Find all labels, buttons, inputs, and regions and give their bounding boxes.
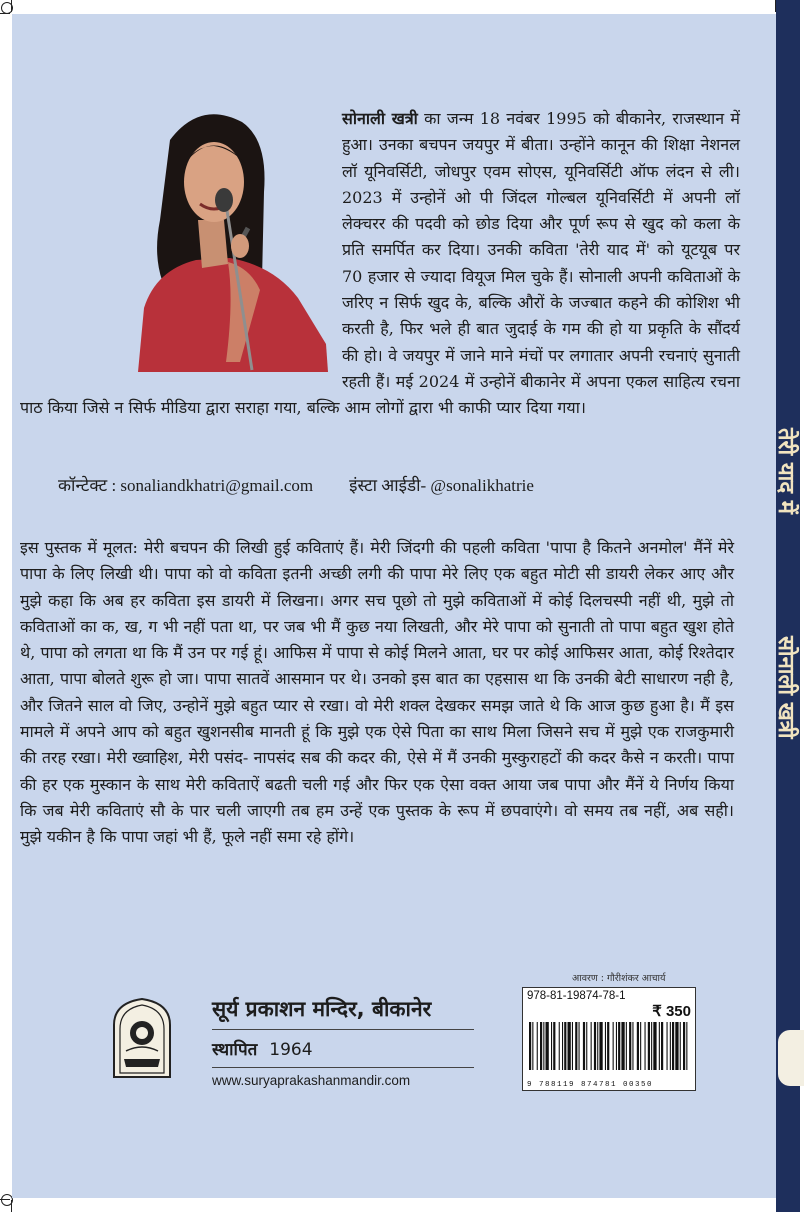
- barcode-bar: [605, 1022, 606, 1070]
- barcode-bar: [553, 1022, 555, 1070]
- barcode-bar: [648, 1022, 650, 1070]
- registration-mark-icon: [1, 2, 13, 14]
- cover-credit: आवरण : गौरीशंकर आचार्य: [572, 973, 666, 984]
- barcode-bar: [629, 1022, 631, 1070]
- divider: [212, 1029, 474, 1030]
- bio-text: का जन्म 18 नवंबर 1995 को बीकानेर, राजस्थान में हुआ। उनका बचपन जयपुर में बीता। उन्होंने कानून की शिक्षा नेशनल लॉ यूनिवर्सिटी, जोधपुर एवम सोएस, यूनिवर्सिटी ऑफ लंदन से ली। 2023 में उन्होनें ओ पी जिंदल गोल्बल यूनिवर्सिटी में अपनी लॉ लेक्चरर की पदवी को छोड दिया और पूर्ण रूप से खुद को कला के प्रति समर्पित कर दिया। उनकी कविता 'तेरी याद में' को यूटयूब पर 70 हजार से ज्यादा वियूज मिल चुके हैं। सोनाली अपनी कविताओं के जरिए न सिर्फ खुद के, बल्कि औरों के जज्बात कहने की कोशिश भी करती है, फिर भले ही बात जुदाई के गम की हो या प्रकृति के सौंदर्य की हो। वे जयपुर में जाने माने मंचों पर लगातार अपनी रचनाएं सुनाती रहती हैं। मई 2024 में उन्होनें बीकानेर में अपना एकल साहित्य रचना पाठ किया जिसे न सिर्फ मीडिया द्वारा सराहा गया, बल्कि आम लोगों द्वारा भी काफी प्यार दिया गया।: [20, 109, 740, 418]
- barcode-bar: [564, 1022, 566, 1070]
- spine-author: सोनाली खत्री: [773, 636, 798, 739]
- isbn-number: 978-81-19874-78-1: [527, 990, 626, 1002]
- established-year: 1964: [269, 1040, 313, 1060]
- barcode-bar: [594, 1022, 596, 1070]
- author-bio: [20, 106, 740, 422]
- barcode-bar: [670, 1022, 671, 1070]
- barcode-bar: [659, 1022, 660, 1070]
- price-label: ₹ 350: [652, 1003, 691, 1020]
- established-label: स्थापित: [212, 1040, 258, 1060]
- barcode-bar: [653, 1022, 656, 1070]
- barcode-bar: [645, 1022, 646, 1070]
- barcode-bar: [680, 1022, 681, 1070]
- book-spine: [773, 0, 800, 1212]
- instagram-id: इंस्टा आईडी- @sonalikhatrie: [349, 476, 534, 495]
- barcode-bar: [532, 1022, 533, 1070]
- book-blurb: इस पुस्तक में मूलत: मेरी बचपन की लिखी हुई कविताएं हैं। मेरी जिंदगी की पहली कविता 'पापा है कितने अनमोल' मैंनें मेरे पापा के लिए लिखी थी। पापा को वो कविता इतनी अच्छी लगी की पापा मेरे लिए एक बहुत मोटी सी डायरी लेकर आए और मुझे कहा कि अब हर कविता इस डायरी में लिखना। अगर सच पूछो तो मुझे कविताओं में कोई दिलचस्पी नहीं थी, मुझे तो कविताओं का क, ख, ग भी नहीं पता था, पर जब भी मैं कुछ नया लिखती, और मेरे पापा को सुनाती तो पापा बहुत खुश होते थे, पापा को लगता था कि मैं उन पर गई हूं। आफिस में पापा से कोई मिलने आता, घर पर कोई आफिसर आता, कोई रिश्तेदार आता, पापा बोलते शुरू हो जा। पापा सातवें आसमान पर थे। उनको इस बात का एहसास था कि उनकी बेटी साधारण नही है, और जितने साल वो जिए, उन्होनें मुझे बहुत प्यार से रखा। वो मेरी शक्ल देखकर समझ जाते थे कि आज कुछ हुआ है। मैं इस मामले में अपने आप को बहुत खुशनसीब मानती हूं कि मुझे एक ऐसे पिता का साथ मिला जिसने सच में मुझे एक राजकुमारी की तरह रखा। मेरी ख्वाहिश, मेरी पसंद- नापसंद सब की कदर की, ऐसे में मैं उनकी मुस्कुराहटों की कदर कैसे न करती। पापा की हर एक मुस्कान के साथ मेरी कविताऐं बढती चली गई और फिर एक ऐसा वक्त आया जब पापा और मैंनें ये निर्णय किया कि जब मेरी कविताएं सौ के पार चली जाएगी तब हम उन्हें एक पुस्तक के रूप में छपवाएंगे। वो समय तब नहीं, अब सही। मुझे यकीन है कि पापा जहां भी हैं, फूले नहीं समा रहे होंगे।: [20, 538, 734, 847]
- barcode-bar: [599, 1022, 602, 1070]
- barcode-box: [522, 987, 696, 1091]
- barcode-bar: [618, 1022, 620, 1070]
- barcode-bar: [572, 1022, 573, 1070]
- barcode-bar: [667, 1022, 668, 1070]
- barcode-bar: [651, 1022, 652, 1070]
- contact-email: कॉन्टेक्ट : sonaliandkhatri@gmail.com: [58, 476, 314, 495]
- barcode-bar: [613, 1022, 614, 1070]
- photo-spacer: [20, 106, 340, 374]
- barcode-bar: [575, 1022, 577, 1070]
- publisher-block: [108, 995, 478, 1095]
- barcode-bar: [537, 1022, 538, 1070]
- barcode-bar: [586, 1022, 587, 1070]
- barcode-bar: [562, 1022, 563, 1070]
- barcode-bar: [579, 1022, 580, 1070]
- barcode-bar: [616, 1022, 617, 1070]
- barcode-bar: [583, 1022, 585, 1070]
- divider: [212, 1067, 474, 1068]
- barcode-bar: [683, 1022, 685, 1070]
- barcode-bar: [591, 1022, 592, 1070]
- barcode-bar: [640, 1022, 641, 1070]
- contact-line: [58, 473, 534, 496]
- barcode-bar: [637, 1022, 639, 1070]
- barcode-bar: [551, 1022, 552, 1070]
- publisher-website: www.suryaprakashanmandir.com: [212, 1073, 411, 1088]
- barcode-bar: [607, 1022, 609, 1070]
- publisher-emblem-icon: [108, 995, 176, 1079]
- barcode-bar: [597, 1022, 598, 1070]
- barcode-bar: [675, 1022, 678, 1070]
- barcode-bar: [661, 1022, 663, 1070]
- barcode-digits: 9 788119 874781 00350: [527, 1081, 654, 1089]
- spine-title: तेरी याद में: [773, 428, 798, 514]
- established-line: [212, 1037, 313, 1060]
- publisher-name: सूर्य प्रकाशन मन्दिर, बीकानेर: [212, 997, 432, 1021]
- barcode-bar: [529, 1022, 531, 1070]
- barcode-bar: [672, 1022, 674, 1070]
- author-name: सोनाली खत्री: [342, 109, 418, 128]
- barcode-bar: [568, 1022, 571, 1070]
- barcode-bar: [546, 1022, 549, 1070]
- barcode-bar: [621, 1022, 624, 1070]
- barcode-bar: [686, 1022, 687, 1070]
- barcode-bar: [626, 1022, 627, 1070]
- spine-publisher-emblem-icon: [778, 1030, 804, 1086]
- barcode-bar: [543, 1022, 544, 1070]
- barcode-bar: [540, 1022, 542, 1070]
- barcode-bar: [632, 1022, 633, 1070]
- barcode-icon: [529, 1022, 689, 1078]
- barcode-bar: [559, 1022, 560, 1070]
